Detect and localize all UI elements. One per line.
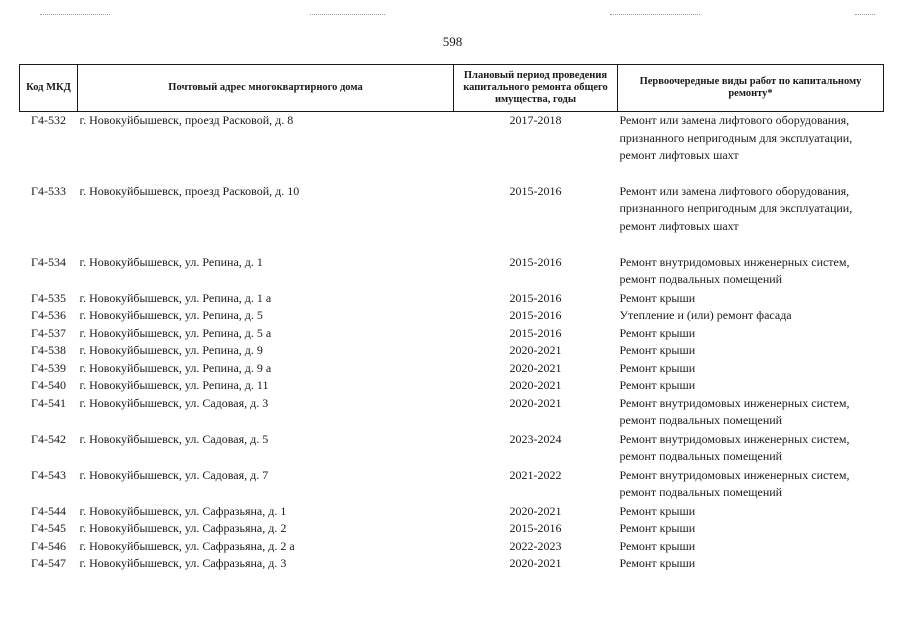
cell-code: Г4-547 [31, 556, 66, 570]
table-row [20, 431, 884, 467]
cell-works: Ремонт крыши [619, 503, 696, 518]
cell-period: 2020-2021 [509, 378, 562, 392]
cell-period: 2020-2021 [509, 503, 562, 518]
cell-code: Г4-541 [31, 395, 66, 410]
cell-code: Г4-532 [31, 113, 66, 127]
cell-address: г. Новокуйбышевск, ул. Репина, д. 1 [79, 254, 263, 269]
scan-artifact-line [310, 14, 385, 15]
cell-code: Г4-536 [31, 308, 66, 322]
cell-code: Г4-540 [31, 378, 66, 392]
cell-works: Ремонт внутридомовых инженерных систем, ремонт подвальных помещений [619, 431, 850, 463]
cell-address: г. Новокуйбышевск, ул. Садовая, д. 3 [79, 395, 269, 410]
cell-address: г. Новокуйбышевск, ул. Сафразьяна, д. 2 [79, 521, 287, 535]
table-row [20, 360, 884, 378]
cell-address: г. Новокуйбышевск, ул. Репина, д. 1 а [79, 290, 272, 305]
cell-address: г. Новокуйбышевск, ул. Репина, д. 5 [79, 308, 263, 322]
cell-works: Ремонт крыши [619, 378, 696, 392]
cell-works: Утепление и (или) ремонт фасада [619, 308, 792, 322]
table-row [20, 254, 884, 290]
cell-works: Ремонт крыши [619, 538, 696, 553]
cell-works: Ремонт внутридомовых инженерных систем, ремонт подвальных помещений [619, 254, 850, 286]
cell-period: 2015-2016 [509, 521, 562, 535]
cell-code: Г4-537 [31, 325, 66, 340]
cell-code: Г4-546 [31, 538, 66, 553]
table-row [20, 307, 884, 325]
cell-address: г. Новокуйбышевск, ул. Репина, д. 11 [79, 378, 269, 392]
cell-address: г. Новокуйбышевск, ул. Сафразьяна, д. 1 [79, 503, 287, 518]
table-row [20, 395, 884, 431]
table-row [20, 503, 884, 521]
table-row [20, 467, 884, 503]
table-row [20, 325, 884, 343]
cell-code: Г4-533 [31, 183, 66, 198]
table-row [20, 290, 884, 308]
table-body [20, 112, 884, 573]
cell-period: 2015-2016 [509, 183, 562, 198]
cell-address: г. Новокуйбышевск, ул. Садовая, д. 5 [79, 431, 269, 446]
cell-works: Ремонт или замена лифтового оборудования, признанного непригодным для эксплуатации, ремонт лифтовых шахт [619, 183, 853, 233]
table-row [20, 555, 884, 573]
table-row [20, 520, 884, 538]
table-header-row [20, 65, 884, 112]
cell-works: Ремонт внутридомовых инженерных систем, ремонт подвальных помещений [619, 467, 850, 499]
cell-address: г. Новокуйбышевск, ул. Сафразьяна, д. 2 а [79, 538, 295, 553]
header-address: Почтовый адрес многоквартирного дома [78, 65, 454, 112]
cell-period: 2020-2021 [509, 395, 562, 410]
cell-works: Ремонт крыши [619, 556, 696, 570]
scan-artifact-line [40, 14, 110, 15]
cell-period: 2015-2016 [509, 325, 562, 340]
cell-address: г. Новокуйбышевск, ул. Репина, д. 5 а [79, 325, 272, 340]
cell-address: г. Новокуйбышевск, ул. Репина, д. 9 а [79, 360, 272, 375]
scan-artifact-line [855, 14, 875, 15]
repair-register-table [19, 64, 884, 573]
table-row [20, 342, 884, 360]
cell-code: Г4-543 [31, 467, 66, 482]
cell-period: 2020-2021 [509, 556, 562, 570]
cell-works: Ремонт внутридомовых инженерных систем, ремонт подвальных помещений [619, 395, 850, 427]
header-works: Первоочередные виды работ по капитальному ремонту* [618, 65, 884, 112]
table-row [20, 112, 884, 183]
table-row [20, 377, 884, 395]
cell-code: Г4-538 [31, 343, 66, 357]
header-code: Код МКД [20, 65, 78, 112]
cell-code: Г4-534 [31, 254, 66, 269]
cell-period: 2015-2016 [509, 254, 562, 269]
cell-period: 2015-2016 [509, 290, 562, 305]
cell-code: Г4-544 [31, 503, 66, 518]
cell-code: Г4-535 [31, 290, 66, 305]
cell-period: 2021-2022 [509, 467, 562, 482]
cell-period: 2017-2018 [509, 113, 562, 127]
scan-artifact-line [610, 14, 700, 15]
cell-address: г. Новокуйбышевск, ул. Репина, д. 9 [79, 343, 263, 357]
cell-code: Г4-539 [31, 360, 66, 375]
page-number: 598 [442, 34, 463, 49]
cell-address: г. Новокуйбышевск, проезд Расковой, д. 10 [79, 183, 300, 198]
cell-address: г. Новокуйбышевск, ул. Сафразьяна, д. 3 [79, 556, 287, 570]
cell-works: Ремонт крыши [619, 325, 696, 340]
cell-period: 2020-2021 [509, 360, 562, 375]
cell-works: Ремонт крыши [619, 521, 696, 535]
table-row [20, 538, 884, 556]
cell-address: г. Новокуйбышевск, проезд Расковой, д. 8 [79, 113, 294, 127]
cell-works: Ремонт крыши [619, 290, 696, 305]
cell-address: г. Новокуйбышевск, ул. Садовая, д. 7 [79, 467, 269, 482]
cell-period: 2022-2023 [509, 538, 562, 553]
header-period: Плановый период проведения капитального ремонта общего имущества, годы [454, 65, 618, 112]
cell-works: Ремонт крыши [619, 360, 696, 375]
cell-code: Г4-542 [31, 431, 66, 446]
cell-period: 2020-2021 [509, 343, 562, 357]
cell-period: 2015-2016 [509, 308, 562, 322]
table-row [20, 183, 884, 254]
cell-period: 2023-2024 [509, 431, 562, 446]
cell-code: Г4-545 [31, 521, 66, 535]
cell-works: Ремонт или замена лифтового оборудования, признанного непригодным для эксплуатации, ремонт лифтовых шахт [619, 113, 853, 162]
cell-works: Ремонт крыши [619, 343, 696, 357]
